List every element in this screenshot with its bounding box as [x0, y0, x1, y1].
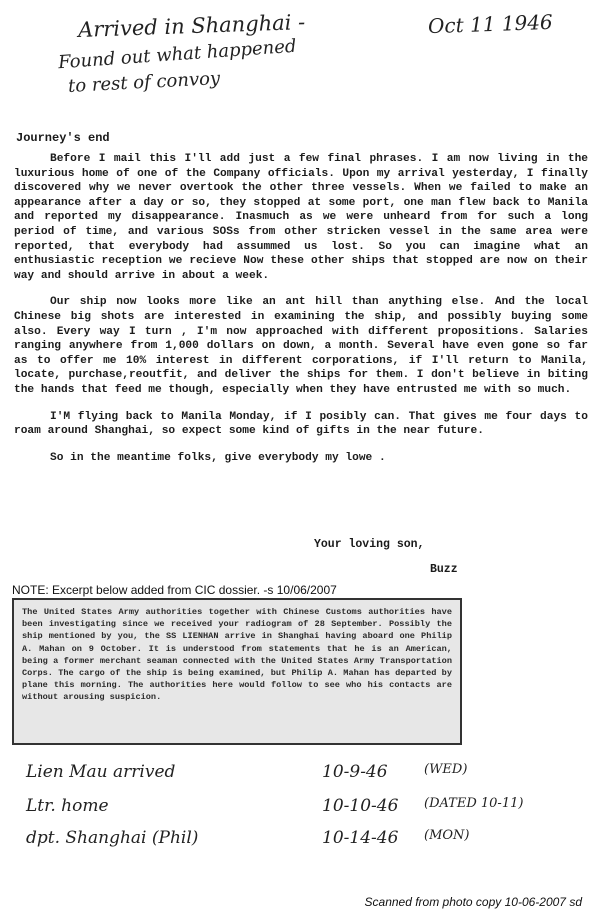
log-label: dpt. Shanghai (Phil)	[26, 828, 199, 848]
letter-paragraph: I'M flying back to Manila Monday, if I posibly can. That gives me four days to roam around Shanghai, so expect some kind of gifts in the near future.	[14, 410, 588, 438]
dossier-excerpt-text: The United States Army authorities together with Chinese Customs authorities have been investigating since we received your radiogram of 28 September. Possibly the ship mentioned by you, the SS LIENHAN arrive in Shanghai having aboard one Philip A. Mahan on 9 October. It is understood from statements that he is an American, being a former merchant seaman connected with the United States Army Transportation Corps. The cargo of the ship is being examined, but Philip A. Mahan has departed by plane this morning. The authorities here would follow to see who his contacts are without arousing suspicion.	[22, 607, 452, 703]
letter-heading: Journey's end	[16, 131, 110, 145]
letter-signature: Buzz	[430, 563, 458, 576]
log-label: Ltr. home	[26, 796, 109, 816]
handwritten-found-out-note: Found out what happened	[57, 35, 298, 74]
log-date: 10-10-46	[322, 796, 399, 816]
letter-paragraph: Before I mail this I'll add just a few final phrases. I am now living in the luxurious home of one of the Company officials. Upon my arrival yesterday, I finally discovered why we never overtook the other three vessels. When we failed to make an appearance after a day or so, they stopped at some port, one man flew back to Manila and reported my disappearance. Inasmuch as we were unheard from for such a long period of time, and various SOSs from other stricken vessel in the same area were reported, that everybody had assummed us lost. So you can imagine what an enthusiastic reception we recieve Now these other ships that stopped are now on their way and should arrive in about a week.	[14, 153, 588, 282]
log-date: 10-9-46	[322, 762, 388, 782]
log-label: Lien Mau arrived	[26, 762, 176, 782]
letter-body	[14, 152, 588, 465]
log-note: (DATED 10-11)	[424, 796, 524, 811]
letter-paragraph: Our ship now looks more like an ant hill than anything else. And the local Chinese big shots are interested in examining the ship, and possibly buying some also. Every way I turn , I'm now approached with different propositions. Salaries ranging anywhere from 1,000 dollars on down, a month. Several have even gone so far as to offer me 10% interest in different corporations, if I'll return to Manila, locate, purchase,reoutfit, and deliver the ships for them. I don't believe in biting the hands that feed me though, especially when they have entrusted me with so much.	[14, 296, 588, 396]
letter-paragraph: So in the meantime folks, give everybody my lowe .	[50, 451, 386, 464]
dossier-note: NOTE: Excerpt below added from CIC dossier. -s 10/06/2007	[12, 583, 337, 597]
log-date: 10-14-46	[322, 828, 399, 848]
letter-closing: Your loving son,	[314, 538, 425, 551]
handwritten-arrival-note: Arrived in Shanghai -	[77, 10, 306, 42]
log-note: (WED)	[424, 762, 468, 777]
handwritten-date: Oct 11 1946	[427, 9, 554, 39]
log-note: (MON)	[424, 828, 470, 843]
handwritten-convoy-note: to rest of convoy	[67, 68, 221, 97]
scan-footer: Scanned from photo copy 10-06-2007 sd	[364, 895, 582, 909]
dossier-excerpt-box	[12, 598, 462, 745]
